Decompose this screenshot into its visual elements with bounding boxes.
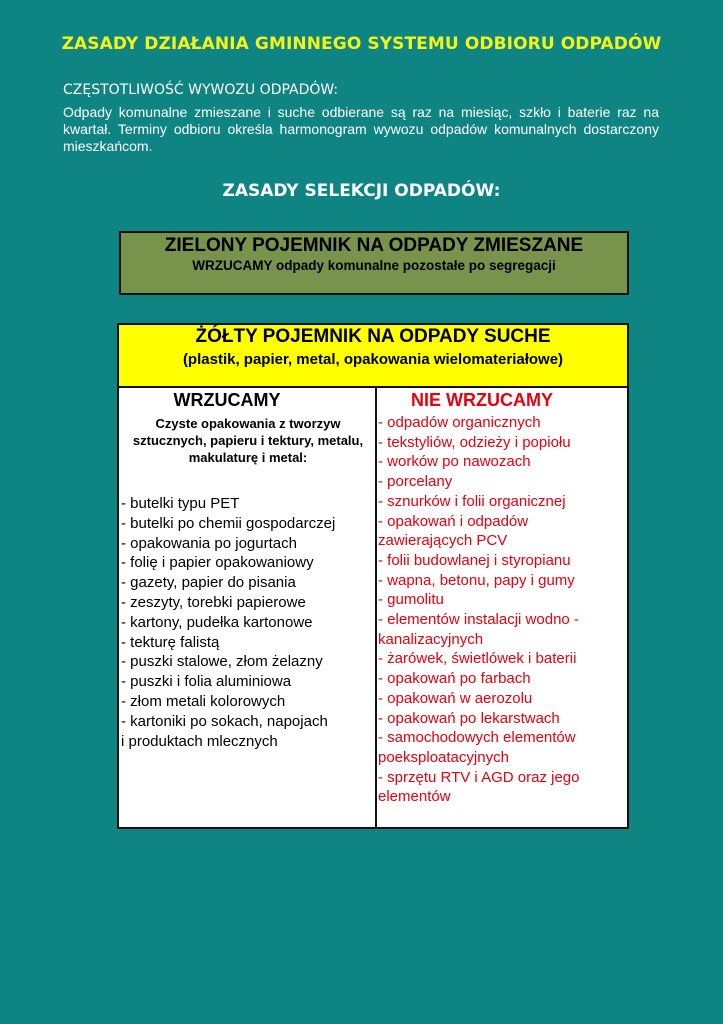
list-item: - folię i papier opakowaniowy xyxy=(121,554,314,572)
list-item: - elementów instalacji wodno - xyxy=(378,611,579,629)
yellow-bin-table xyxy=(117,386,629,829)
yellow-bin-box xyxy=(117,323,629,387)
accept-list xyxy=(119,494,375,751)
yellow-bin-subtitle: (plastik, papier, metal, opakowania wielomateriałowe) xyxy=(182,351,564,368)
list-item: - żarówek, świetlówek i baterii xyxy=(378,650,577,668)
accept-column xyxy=(119,388,377,827)
list-item: poeksploatacyjnych xyxy=(378,748,509,766)
list-item: - opakowań po lekarstwach xyxy=(378,709,560,727)
accept-heading: WRZUCAMY xyxy=(173,390,281,410)
list-item: - porcelany xyxy=(378,473,453,491)
green-bin-subtitle: WRZUCAMY odpady komunalne pozostałe po segregacji xyxy=(192,258,556,273)
list-item: - tekturę falistą xyxy=(121,633,220,651)
reject-heading: NIE WRZUCAMY xyxy=(411,390,553,410)
green-bin-box xyxy=(119,231,629,295)
list-item: - opakowań w aerozolu xyxy=(378,689,533,707)
list-item: - butelki typu PET xyxy=(121,495,240,512)
reject-list xyxy=(377,413,627,807)
list-item: - worków po nawozach xyxy=(378,453,531,471)
list-item: - opakowań i odpadów xyxy=(378,512,529,530)
list-item: - gumolitu xyxy=(378,591,444,609)
frequency-text: Odpady komunalne zmieszane i suche odbierane są raz na miesiąc, szkło i baterie raz na kwartał. Terminy odbioru określa harmonogram wywozu odpadów komunalnych dostarczony mieszkańcom. xyxy=(63,104,659,154)
list-item: - odpadów organicznych xyxy=(378,414,541,431)
list-item: i produktach mlecznych xyxy=(121,732,278,750)
selection-heading: ZASADY SELEKCJI ODPADÓW: xyxy=(222,181,501,201)
list-item: - kartony, pudełka kartonowe xyxy=(121,613,313,631)
list-item: - puszki stalowe, złom żelazny xyxy=(121,653,323,671)
list-item: - tekstyliów, odzieży i popiołu xyxy=(378,433,571,451)
list-item: - gazety, papier do pisania xyxy=(121,574,296,592)
list-item: - opakowań po farbach xyxy=(378,670,531,688)
page-title: ZASADY DZIAŁANIA GMINNEGO SYSTEMU ODBIORU ODPADÓW xyxy=(61,34,662,54)
list-item: kanalizacyjnych xyxy=(378,630,484,648)
list-item: - sznurków i folii organicznej xyxy=(378,492,566,510)
yellow-bin-title: ŻÓŁTY POJEMNIK NA ODPADY SUCHE xyxy=(195,326,551,347)
list-item: - zeszyty, torebki papierowe xyxy=(121,593,306,611)
list-item: - opakowania po jogurtach xyxy=(121,534,297,552)
green-bin-title: ZIELONY POJEMNIK NA ODPADY ZMIESZANE xyxy=(164,235,584,256)
list-item: - folii budowlanej i styropianu xyxy=(378,551,571,569)
list-item: elementów xyxy=(378,788,451,806)
list-item: - butelki po chemii gospodarczej xyxy=(121,514,336,532)
accept-intro: Czyste opakowania z tworzyw sztucznych, papieru i tektury, metalu, makulaturę i metal: xyxy=(132,416,364,465)
frequency-heading: CZĘSTOTLIWOŚĆ WYWOZU ODPADÓW: xyxy=(63,82,339,98)
list-item: - puszki i folia aluminiowa xyxy=(121,673,292,691)
list-item: - samochodowych elementów xyxy=(378,729,576,747)
reject-column xyxy=(377,388,627,827)
list-item: zawierających PCV xyxy=(378,532,508,550)
list-item: - złom metali kolorowych xyxy=(121,692,286,710)
list-item: - kartoniki po sokach, napojach xyxy=(121,712,328,730)
list-item: - sprzętu RTV i AGD oraz jego xyxy=(378,768,580,786)
list-item: - wapna, betonu, papy i gumy xyxy=(378,571,575,589)
